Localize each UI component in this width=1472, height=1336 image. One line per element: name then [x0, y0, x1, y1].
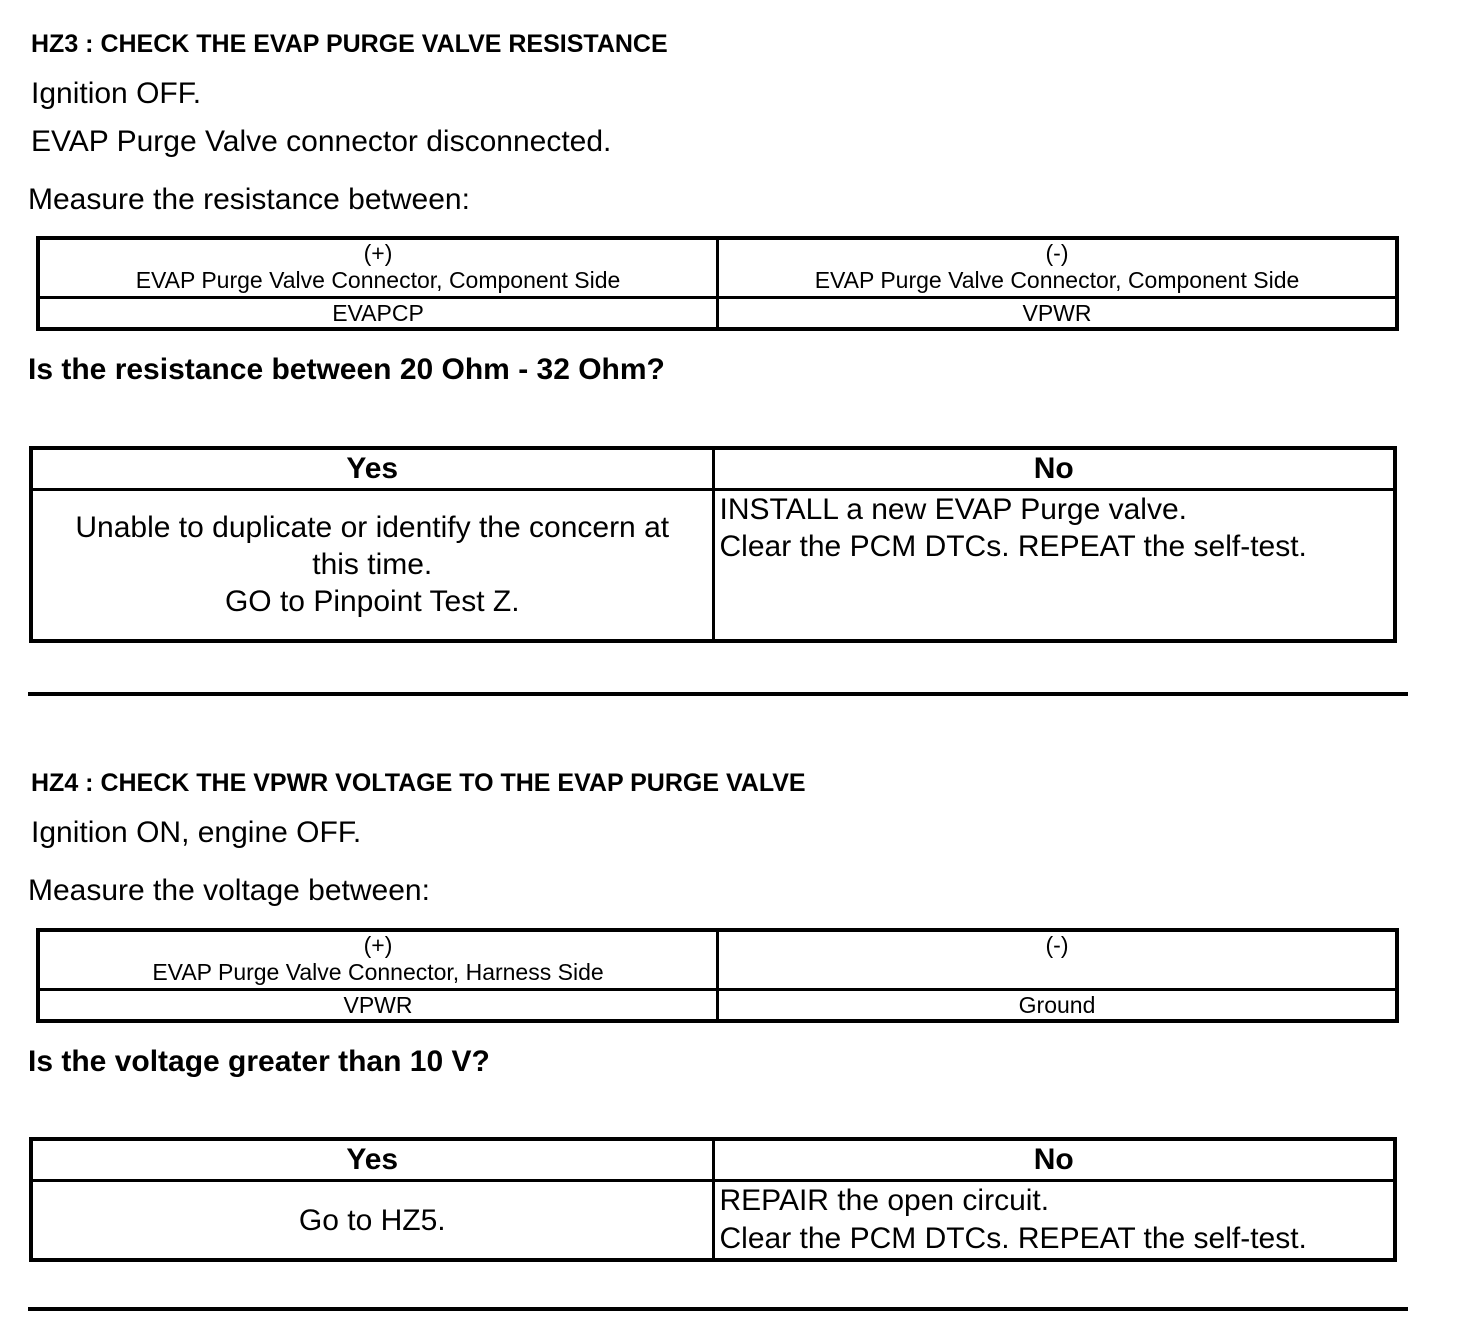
measure-prompt: Measure the voltage between:: [28, 874, 430, 907]
section-divider: [28, 1307, 1408, 1311]
no-action-line: Clear the PCM DTCs. REPEAT the self-test.: [719, 1222, 1307, 1255]
yes-action-line: Go to HZ5.: [298, 1203, 446, 1237]
no-action-line: REPAIR the open circuit.: [719, 1184, 1050, 1217]
yes-action-line: this time.: [312, 548, 433, 582]
negative-location: EVAP Purge Valve Connector, Component Side: [814, 267, 1300, 293]
result-table: [29, 1137, 1397, 1262]
condition-text: Ignition ON, engine OFF.: [31, 816, 362, 849]
yes-header: Yes: [31, 1139, 713, 1181]
positive-location: EVAP Purge Valve Connector, Harness Side: [152, 959, 604, 985]
condition-text: EVAP Purge Valve connector disconnected.: [31, 125, 612, 158]
negative-pin: VPWR: [718, 297, 1398, 329]
no-action: [713, 490, 1395, 641]
section-divider: [28, 692, 1408, 696]
no-header: No: [713, 448, 1395, 490]
yes-action-line: Unable to duplicate or identify the concern at: [75, 511, 670, 545]
no-action: [713, 1181, 1395, 1261]
no-header: No: [713, 1139, 1395, 1181]
negative-sign: (-): [1045, 240, 1069, 266]
positive-pin: VPWR: [38, 989, 718, 1021]
positive-sign: (+): [363, 240, 393, 266]
test-question: Is the resistance between 20 Ohm - 32 Ohm?: [28, 353, 665, 386]
yes-action: [31, 1181, 713, 1261]
measure-prompt: Measure the resistance between:: [28, 183, 470, 216]
positive-sign: (+): [363, 932, 393, 958]
measurement-table: [36, 236, 1399, 331]
negative-pin: Ground: [718, 989, 1398, 1021]
positive-pin: EVAPCP: [38, 297, 718, 329]
no-action-line: Clear the PCM DTCs. REPEAT the self-test.: [719, 530, 1307, 563]
no-action-line: INSTALL a new EVAP Purge valve.: [719, 493, 1187, 526]
negative-lead-cell: [718, 238, 1398, 297]
result-table: [29, 446, 1397, 643]
measurement-table: [36, 928, 1399, 1023]
negative-sign: (-): [1045, 932, 1069, 958]
yes-action-line: GO to Pinpoint Test Z.: [224, 585, 520, 619]
condition-text: Ignition OFF.: [31, 77, 202, 110]
yes-action: [31, 490, 713, 641]
test-question: Is the voltage greater than 10 V?: [28, 1045, 490, 1078]
section-title: HZ4 : CHECK THE VPWR VOLTAGE TO THE EVAP PURGE VALVE: [31, 769, 806, 797]
positive-lead-cell: [38, 238, 718, 297]
negative-lead-cell: [718, 930, 1398, 989]
positive-location: EVAP Purge Valve Connector, Component Side: [135, 267, 621, 293]
positive-lead-cell: [38, 930, 718, 989]
section-title: HZ3 : CHECK THE EVAP PURGE VALVE RESISTANCE: [31, 30, 668, 58]
yes-header: Yes: [31, 448, 713, 490]
